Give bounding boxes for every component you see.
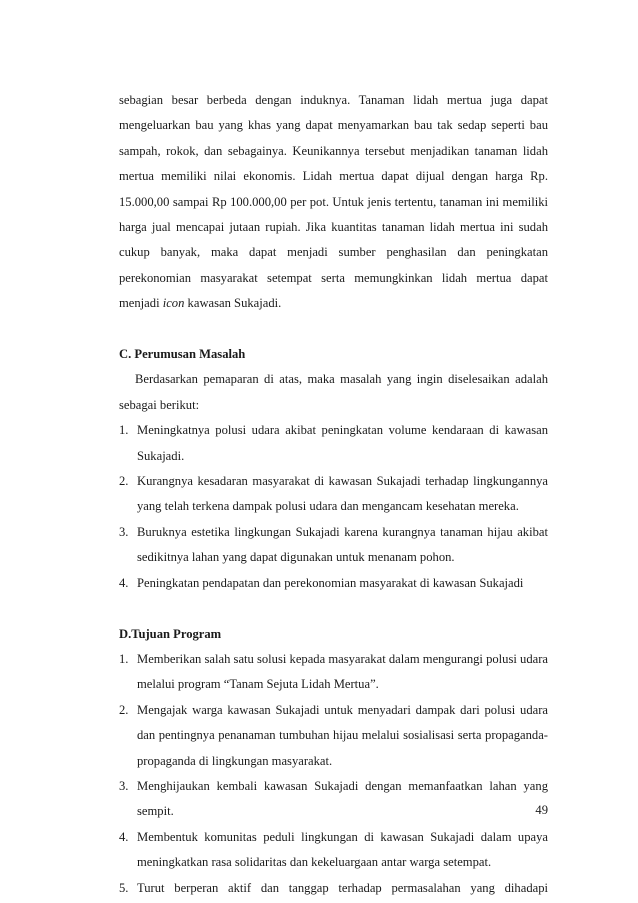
list-item bbox=[119, 647, 548, 698]
list-item-number: 2. bbox=[119, 702, 129, 717]
intro-text-after-italic: kawasan Sukajadi. bbox=[184, 296, 282, 311]
list-item-text: Turut berperan aktif dan tanggap terhadap permasalahan yang dihadapi bbox=[137, 880, 548, 895]
list-item bbox=[119, 825, 548, 876]
list-item-number: 4. bbox=[119, 575, 129, 590]
list-item-text: Membentuk komunitas peduli lingkungan di kawasan Sukajadi dalam upaya meningkatkan rasa solidaritas dan kekeluargaan antar warga setempat. bbox=[137, 829, 548, 870]
list-item-text: Peningkatan pendapatan dan perekonomian masyarakat di kawasan Sukajadi bbox=[137, 575, 524, 590]
list-item-number: 2. bbox=[119, 474, 129, 489]
list-item bbox=[119, 698, 548, 774]
problem-list bbox=[119, 418, 548, 596]
objective-list bbox=[119, 647, 548, 901]
list-item bbox=[119, 571, 548, 596]
list-item-text: Buruknya estetika lingkungan Sukajadi karena kurangnya tanaman hijau akibat sedikitnya lahan yang dapat digunakan untuk menanam pohon. bbox=[137, 524, 548, 565]
list-item-text: Menghijaukan kembali kawasan Sukajadi dengan memanfaatkan lahan yang sempit. bbox=[137, 778, 548, 819]
list-item-text: Memberikan salah satu solusi kepada masyarakat dalam mengurangi polusi udara melalui program “Tanam Sejuta Lidah Mertua”. bbox=[137, 651, 548, 692]
intro-paragraph bbox=[119, 88, 548, 317]
list-item-number: 3. bbox=[119, 778, 129, 793]
intro-text-before-italic: sebagian besar berbeda dengan induknya. Tanaman lidah mertua juga dapat mengeluarkan bau yang khas yang dapat menyamarkan bau tak sedap seperti bau sampah, rokok, dan sebagainya. Keunikannya tersebut menjadikan tanaman lidah mertua memiliki nilai ekonomis. Lidah mertua dapat dijual dengan harga Rp. 15.000,00 sampai Rp 100.000,00 per pot. Untuk jenis tertentu, tanaman ini memiliki harga jual mencapai jutaan rupiah. Jika kuantitas tanaman lidah mertua ini sudah cukup banyak, maka dapat menjadi sumber penghasilan dan peningkatan perekonomian masyarakat setempat serta memungkinkan lidah mertua dapat menjadi bbox=[119, 93, 548, 311]
list-item-number: 1. bbox=[119, 651, 129, 666]
list-item bbox=[119, 418, 548, 469]
list-item bbox=[119, 469, 548, 520]
list-item bbox=[119, 774, 548, 825]
list-item-text: Kurangnya kesadaran masyarakat di kawasan Sukajadi terhadap lingkungannya yang telah terkena dampak polusi udara dan mengancam kesehatan mereka. bbox=[137, 474, 548, 514]
list-item bbox=[119, 876, 548, 901]
section-c-heading: C. Perumusan Masalah bbox=[119, 347, 246, 362]
list-item bbox=[119, 520, 548, 571]
section-c-lead: Berdasarkan pemaparan di atas, maka masalah yang ingin diselesaikan adalah sebagai berikut: bbox=[119, 372, 548, 412]
list-item-number: 4. bbox=[119, 829, 129, 844]
list-item-number: 5. bbox=[119, 880, 129, 895]
page-content bbox=[119, 88, 548, 901]
section-d-heading: D.Tujuan Program bbox=[119, 626, 222, 641]
list-item-text: Mengajak warga kawasan Sukajadi untuk menyadari dampak dari polusi udara dan pentingnya penanaman tumbuhan hijau melalui sosialisasi serta propaganda-propaganda di lingkungan masyarakat. bbox=[137, 702, 548, 768]
section-gap bbox=[119, 596, 548, 621]
page-number: 49 bbox=[535, 803, 548, 817]
section-gap bbox=[119, 317, 548, 342]
list-item-number: 1. bbox=[119, 423, 129, 438]
intro-italic-word: icon bbox=[162, 296, 185, 311]
list-item-text: Meningkatnya polusi udara akibat peningkatan volume kendaraan di kawasan Sukajadi. bbox=[137, 423, 548, 463]
list-item-number: 3. bbox=[119, 524, 129, 539]
